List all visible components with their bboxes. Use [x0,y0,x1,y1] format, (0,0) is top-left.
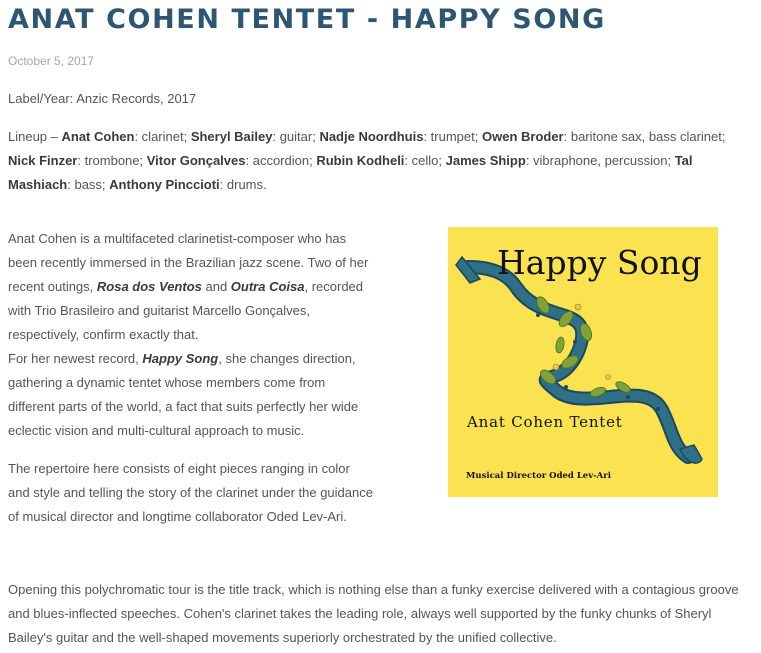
intro-text: , she changes direction, gathering a dynamic tentet whose members come from different parts of the world, a fact that suits perfectly her wide eclectic vision and multi-cultural approach to music. [8,351,359,438]
cover-artist: Anat Cohen Tentet [467,413,623,431]
lineup-member-role: : accordion; [245,153,317,168]
lineup-member-role: : bass; [67,177,110,192]
lineup-member-role: : cello; [404,153,446,168]
intro-paragraph [8,227,373,443]
lineup-member-role: : trombone; [77,153,147,168]
lineup-member-name: Anat Cohen [61,129,135,144]
album-title-link: Happy Song [142,351,219,366]
repertoire-paragraph: The repertoire here consists of eight pieces ranging in color and style and telling the story of the clarinet under the guidance of musical director and longtime collaborator Oded Lev-Ari. [8,461,373,524]
lineup-member-name: Anthony Pinccioti [109,177,220,192]
post-title: ANAT COHEN TENTET - HAPPY SONG [8,4,606,35]
lineup-prefix: Lineup – [8,129,62,144]
lineup-member-role: : baritone sax, bass clarinet; [563,129,726,144]
lineup-member-name: Tal Mashiach [8,153,693,192]
lineup-member-name: Nadje Noordhuis [319,129,424,144]
opening-paragraph: Opening this polychromatic tour is the title track, which is nothing else than a funky exercise delivered with a contagious groove and blues-inflected speeches. Cohen's clarinet takes the leading role, always well supported by the funky chunks of Sheryl Bailey's guitar and the well-shaped movements superiorly orchestrated by the unified collective. [8,582,739,645]
intro-text: For her newest record, [8,351,143,366]
lineup [8,125,756,197]
album-title-link: Outra Coisa [230,279,305,294]
lineup-member-name: James Shipp [445,153,526,168]
lineup-member-role: : clarinet; [134,129,191,144]
lineup-member-role: : vibraphone, percussion; [525,153,675,168]
lineup-member-name: Rubin Kodheli [316,153,405,168]
cover-credit: Musical Director Oded Lev-Ari [466,471,611,481]
lineup-member-name: Owen Broder [481,129,564,144]
lineup-member-name: Nick Finzer [8,153,78,168]
lineup-member-name: Vitor Gonçalves [146,153,246,168]
post-date: October 5, 2017 [8,54,95,68]
label-year: Label/Year: Anzic Records, 2017 [8,91,197,106]
cover-title: Happy Song [497,243,702,282]
lineup-member-role: : trumpet; [423,129,482,144]
album-title-link: Rosa dos Ventos [96,279,202,294]
intro-text: , recorded with Trio Brasileiro and guitarist Marcello Gonçalves, respectively, confirm exactly that. [8,279,364,342]
album-cover [448,227,718,497]
lineup-member-name: Sheryl Bailey [190,129,273,144]
lineup-member-role: : drums. [219,177,267,192]
intro-text: Anat Cohen is a multifaceted clarinetist-composer who has been recently immersed in the Brazilian jazz scene. Two of her recent outings, [8,231,369,294]
lineup-member-role: : guitar; [272,129,320,144]
intro-text: and [201,279,231,294]
